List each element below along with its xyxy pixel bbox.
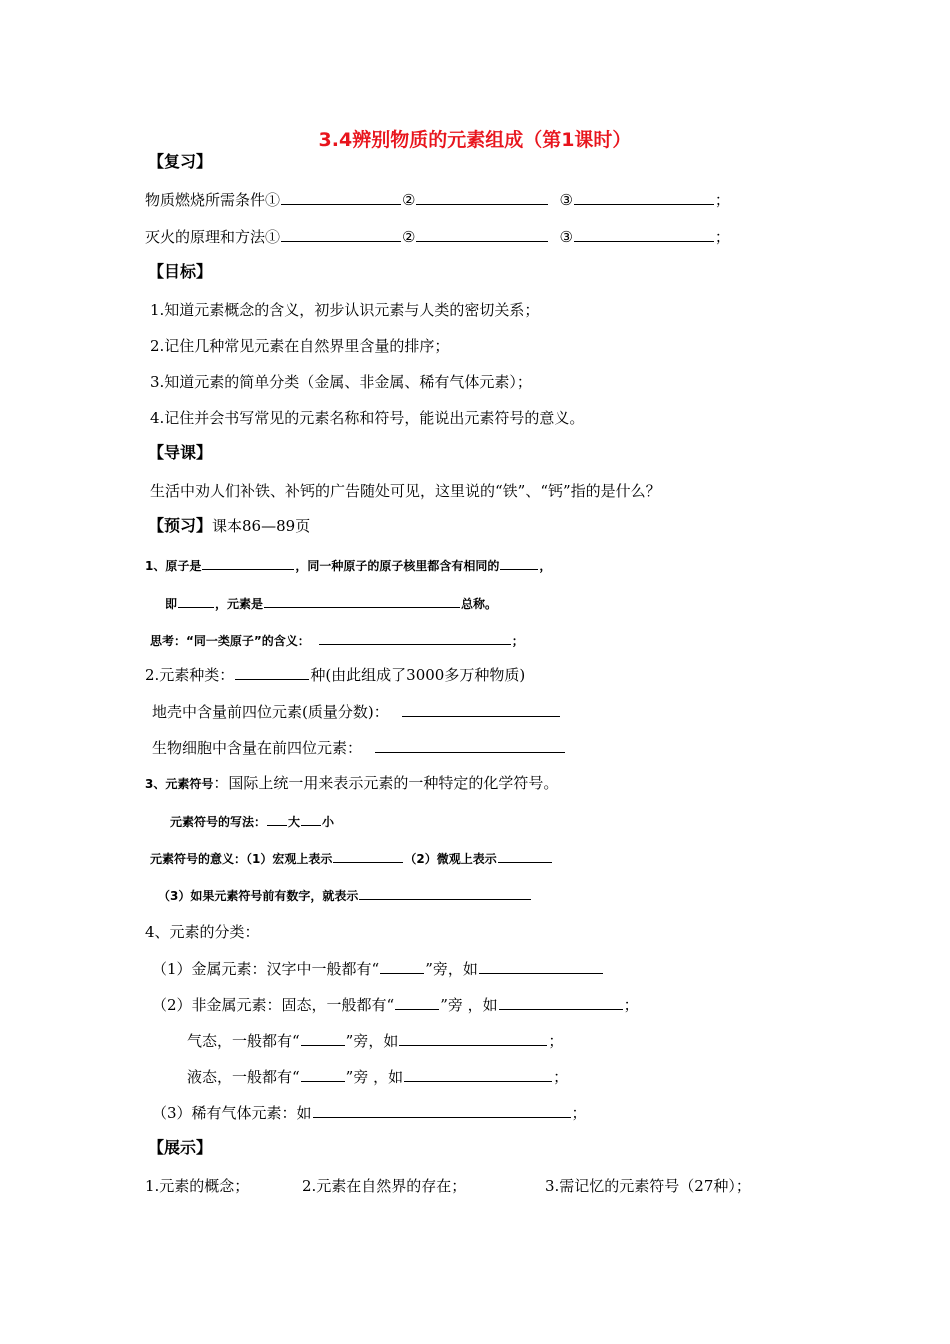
q1-text: 即 [165,597,178,611]
review-line1-label: 物质燃烧所需条件① [145,191,281,209]
goal-item: 4.记住并会书写常见的元素名称和符号，能说出元素符号的意义。 [150,409,585,427]
q3-meaning [150,848,553,869]
think-end: ； [511,634,524,648]
preview-heading: 【预习】 [148,516,213,535]
preview-heading-line [148,516,310,536]
blank[interactable] [178,593,214,608]
q2-crust [152,702,561,722]
c-text: （1）金属元素：汉字中一般都有“ [152,960,380,978]
class-metal [152,959,604,979]
q3-text: （2）微观上表示 [404,852,497,866]
q3-text: （3）如果元素符号前有数字，就表示 [158,889,359,903]
class-nonmetal-solid [152,995,639,1015]
circle-2: ② [402,191,416,209]
c-text: ； [623,996,639,1014]
blank[interactable] [499,995,623,1010]
blank[interactable] [380,959,424,974]
preview-pages: 课本86—89页 [212,517,311,535]
c-text: ”旁，如 [425,960,478,978]
blank[interactable] [264,593,460,608]
blank[interactable] [301,1067,345,1082]
q2-text: 生物细胞中含量在前四位元素： [152,739,363,757]
blank[interactable] [574,190,714,205]
circle-3: ③ [559,191,573,209]
show-item-3: 3.需记忆的元素符号（27种）； [545,1177,751,1195]
blank[interactable] [404,1067,552,1082]
show-heading: 【展示】 [148,1138,213,1157]
think-text: 思考：“同一类原子”的含义： [150,634,310,648]
c-text: 液态，一般都有“ [187,1068,300,1086]
c-text: ”旁，如 [345,1032,399,1050]
c-text: ”旁 ，如 [345,1068,404,1086]
c-text: ； [553,1068,569,1086]
c-text: ”旁 ，如 [440,996,498,1014]
blank[interactable] [301,1031,345,1046]
blank[interactable] [498,848,552,863]
q3-text: ：国际上统一用来表示元素的一种特定的化学符号。 [213,774,559,792]
q3-text: 元素符号的写法： [170,815,267,829]
q2-text: 地壳中含量前四位元素(质量分数)： [152,703,389,721]
class-nonmetal-gas [187,1031,563,1051]
class-noble-gas [152,1103,587,1123]
blank[interactable] [313,1103,571,1118]
blank[interactable] [399,1031,547,1046]
intro-text: 生活中劝人们补铁、补钙的广告随处可见，这里说的“铁”、“钙”指的是什么？ [150,482,661,500]
line-end: ； [714,191,730,209]
blank[interactable] [319,630,511,645]
q3-number [158,885,532,906]
c-text: ； [548,1032,564,1050]
goal-item: 1.知道元素概念的含义，初步认识元素与人类的密切关系； [150,301,540,319]
q1-text: 总称。 [461,597,498,611]
goal-item: 3.知道元素的简单分类（金属、非金属、稀有气体元素）； [150,373,532,391]
intro-heading: 【导课】 [148,443,213,462]
q3-text: 元素符号的意义：（1）宏观上表示 [150,852,333,866]
blank[interactable] [281,227,401,242]
blank[interactable] [395,995,439,1010]
think-line [150,630,524,651]
blank[interactable] [301,811,321,826]
q2-text: 种(由此组成了3000多万种物质) [310,666,526,684]
review-heading: 【复习】 [148,152,213,171]
q1-text: 1、原子是 [145,559,202,573]
show-item-2: 2.元素在自然界的存在； [302,1177,467,1195]
q1-text: ， [539,559,552,573]
blank[interactable] [416,227,548,242]
line-end: ； [714,228,730,246]
blank[interactable] [574,227,714,242]
q1-text: ，元素是 [215,597,264,611]
q3-text: 大 [288,815,301,829]
q3-line [145,773,558,794]
c-text: （2）非金属元素：固态，一般都有“ [152,996,395,1014]
circle-2: ② [402,228,416,246]
q3-text: 小 [322,815,335,829]
blank[interactable] [500,555,538,570]
class-nonmetal-liquid [187,1067,568,1087]
q1-line2 [165,593,497,614]
blank[interactable] [202,555,294,570]
blank[interactable] [333,848,403,863]
blank[interactable] [375,738,565,753]
blank[interactable] [235,665,309,680]
blank[interactable] [359,885,531,900]
blank[interactable] [416,190,548,205]
show-item-1: 1.元素的概念； [145,1177,250,1195]
goals-heading: 【目标】 [148,262,213,281]
q3-writing [170,811,334,832]
q2-cells [152,738,566,758]
q4-heading: 4、元素的分类： [145,923,260,941]
blank[interactable] [402,702,560,717]
q1-text: ，同一种原子的原子核里都含有相同的 [295,559,500,573]
blank[interactable] [267,811,287,826]
review-line2-label: 灭火的原理和方法① [145,228,281,246]
page-title: 3.4辨别物质的元素组成（第1课时） [318,129,632,151]
c-text: （3）稀有气体元素：如 [152,1104,312,1122]
blank[interactable] [281,190,401,205]
q3-text: 3、元素符号 [145,777,214,791]
q2-text: 2.元素种类： [145,666,235,684]
q1-line1 [145,555,551,576]
circle-3: ③ [559,228,573,246]
goal-item: 2.记住几种常见元素在自然界里含量的排序； [150,337,450,355]
c-text: 气态，一般都有“ [187,1032,300,1050]
blank[interactable] [479,959,603,974]
review-line-combustion [145,190,730,210]
review-line-extinguish [145,227,730,247]
c-text: ； [571,1104,587,1122]
q2-line [145,665,525,685]
